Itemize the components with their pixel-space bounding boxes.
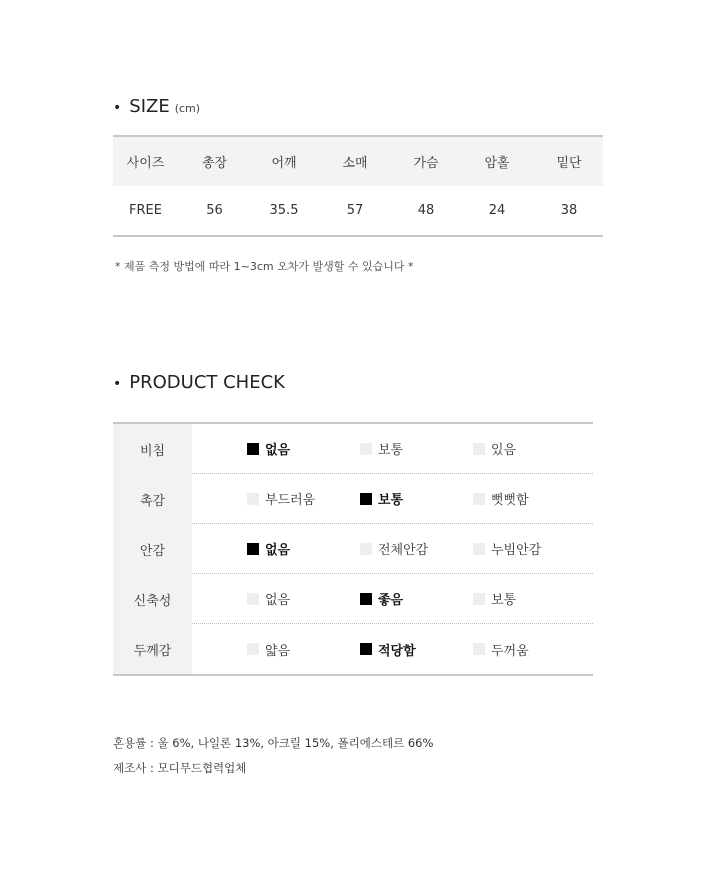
unchecked-box-icon: [473, 443, 485, 455]
check-option-label: 적당함: [378, 643, 416, 659]
check-row: [113, 524, 593, 574]
check-row-label: 비침: [113, 424, 192, 474]
size-header-cell: 가슴: [413, 156, 439, 171]
check-option-label: 좋음: [378, 593, 404, 608]
manufacturer: 제조사 : 모디무드협력업체: [113, 761, 247, 775]
check-option-label: 얇음: [265, 643, 291, 659]
check-row: [113, 624, 593, 674]
check-option-label: 없음: [265, 593, 291, 608]
unchecked-box-icon: [473, 543, 485, 555]
size-data-cell: 57: [346, 203, 364, 218]
checked-box-icon: [360, 593, 372, 605]
check-option: [473, 539, 573, 558]
product-check-title-text: PRODUCT CHECK: [129, 372, 285, 393]
check-option-label: 누빔안감: [491, 543, 542, 558]
check-option: [360, 439, 473, 458]
size-title-text: SIZE: [129, 96, 170, 117]
check-option-label: 부드러움: [265, 493, 316, 508]
check-option-label: 두꺼움: [491, 643, 529, 659]
size-header-cell: 소매: [342, 156, 368, 171]
checked-box-icon: [247, 543, 259, 555]
check-option-label: 보통: [491, 593, 517, 608]
check-option: [192, 640, 360, 659]
check-option-label: 있음: [491, 443, 517, 458]
bullet: •: [113, 100, 122, 116]
checked-box-icon: [247, 443, 259, 455]
check-row-label: 안감: [113, 524, 192, 574]
check-options: [192, 574, 593, 624]
check-option: [360, 539, 473, 558]
size-data-cell: 24: [488, 203, 506, 218]
check-row: [113, 574, 593, 624]
unchecked-box-icon: [360, 443, 372, 455]
check-option: [473, 489, 573, 508]
unchecked-box-icon: [247, 493, 259, 505]
bullet: •: [113, 376, 122, 392]
check-option: [360, 489, 473, 508]
unchecked-box-icon: [360, 543, 372, 555]
size-data-row: [113, 186, 603, 235]
size-data-cell: FREE: [129, 203, 162, 218]
check-options: [192, 624, 593, 674]
check-options: [192, 524, 593, 574]
checked-box-icon: [360, 643, 372, 655]
check-option: [192, 489, 360, 508]
size-header-cell: 사이즈: [126, 156, 165, 171]
check-option-label: 보통: [378, 443, 404, 458]
unchecked-box-icon: [473, 593, 485, 605]
check-row-label: 촉감: [113, 474, 192, 524]
check-option-label: 뻣뻣함: [491, 493, 529, 508]
check-option: [192, 589, 360, 608]
size-unit: (cm): [174, 102, 201, 115]
product-check-table: [113, 422, 593, 676]
size-header-cell: 어깨: [271, 156, 297, 171]
check-row-label: 두께감: [113, 624, 192, 674]
unchecked-box-icon: [247, 643, 259, 655]
unchecked-box-icon: [247, 593, 259, 605]
check-row: [113, 474, 593, 524]
size-table: [113, 135, 603, 237]
check-option-label: 없음: [265, 443, 291, 458]
check-options: [192, 474, 593, 524]
size-header-cell: 밑단: [556, 156, 582, 171]
check-option: [473, 589, 573, 608]
product-check-title: [113, 372, 285, 393]
check-options: [192, 424, 593, 474]
size-data-cell: 38: [560, 203, 578, 218]
material-composition: 혼용률 : 울 6%, 나일론 13%, 아크릴 15%, 폴리에스테르 66%: [113, 736, 434, 750]
check-option-label: 없음: [265, 543, 291, 558]
size-header-row: [113, 137, 603, 186]
check-option: [360, 589, 473, 608]
size-section-title: [113, 96, 200, 117]
check-option: [473, 640, 573, 659]
size-data-cell: 35.5: [269, 203, 299, 218]
size-data-cell: 48: [417, 203, 435, 218]
check-row: [113, 424, 593, 474]
check-option-label: 전체안감: [378, 543, 429, 558]
size-header-cell: 총장: [201, 156, 228, 171]
size-data-cell: 56: [206, 203, 223, 218]
checked-box-icon: [360, 493, 372, 505]
check-option: [360, 640, 473, 659]
check-option: [192, 439, 360, 458]
size-header-cell: 암홀: [484, 156, 510, 171]
unchecked-box-icon: [473, 493, 485, 505]
size-note: * 제품 측정 방법에 따라 1~3cm 오차가 발생할 수 있습니다 *: [115, 260, 414, 273]
unchecked-box-icon: [473, 643, 485, 655]
check-option-label: 보통: [378, 493, 404, 508]
check-option: [192, 539, 360, 558]
check-option: [473, 439, 573, 458]
check-row-label: 신축성: [113, 574, 192, 624]
